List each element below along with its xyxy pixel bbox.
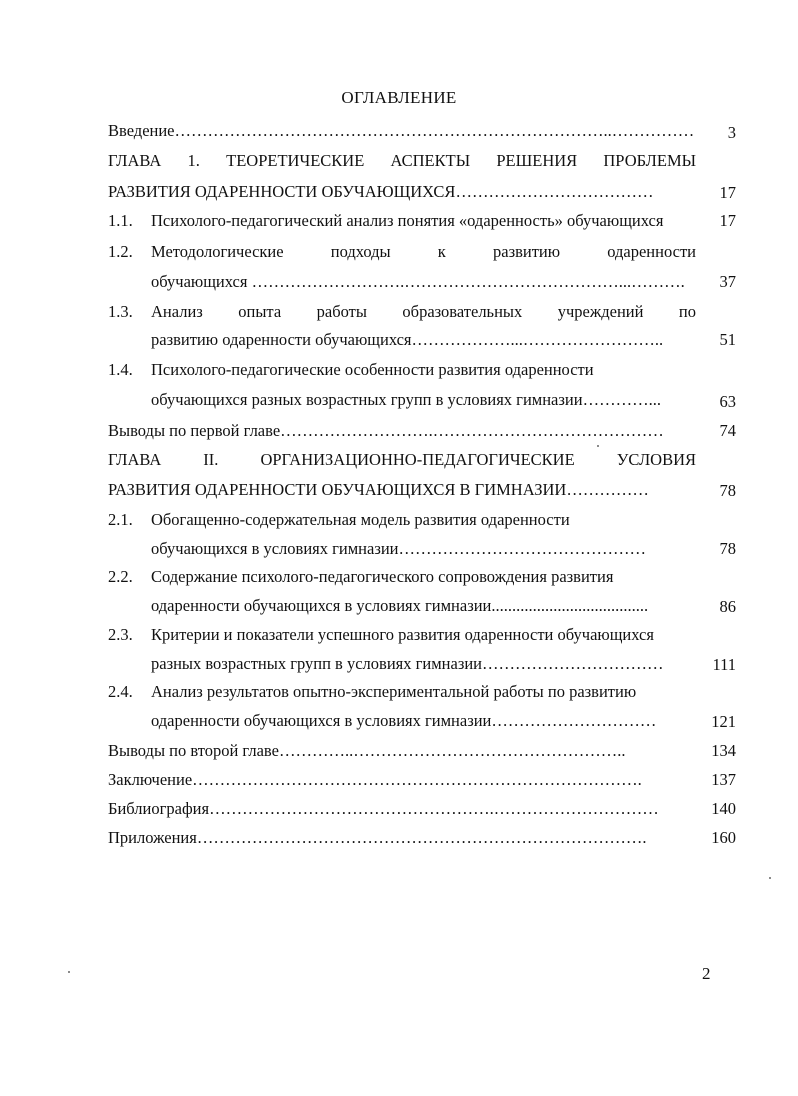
toc-entry-text: Приложения [108,828,197,847]
toc-section-number: 1.3. [108,302,133,321]
toc-entry-text: Выводы по первой главе [108,421,281,440]
toc-page-number: 74 [719,421,736,440]
toc-entry-text-cont: одаренности обучающихся в условиях гимназии [151,596,492,615]
toc-page-number: 17 [719,183,736,202]
toc-entry-text: Анализ опыта работы образовательных учреждений по [151,302,696,321]
toc-page-number: 3 [727,123,736,142]
toc-entry-text: Выводы по второй главе [108,741,279,760]
toc-leader-dots: ……………………….…………………………………...………. [251,272,685,291]
scan-speck [68,971,70,973]
toc-leader-dots: …………… [566,480,649,499]
toc-page-number: 86 [719,597,736,616]
toc-leader-dots: …………... [582,390,661,409]
toc-section-number: 2.4. [108,682,133,701]
toc-page-number: 111 [712,655,736,674]
toc-entry-text: Методологические подходы к развитию одаренности [151,242,696,261]
toc-chapter-heading-cont: РАЗВИТИЯ ОДАРЕННОСТИ ОБУЧАЮЩИХСЯ [108,182,456,201]
toc-leader-dots: ...................................... [491,596,649,615]
toc-entry-text: Содержание психолого-педагогического сопровождения развития [151,567,614,586]
toc-page-number: 37 [719,272,736,291]
toc-leader-dots: ……………………………… [455,182,654,201]
toc-entry-text-cont: развитию одаренности обучающихся [151,330,412,349]
toc-page-number: 160 [711,828,736,847]
toc-section-number: 1.1. [108,211,133,230]
toc-entry-text-cont: обучающихся в условиях гимназии [151,539,399,558]
toc-entry-text: Введение [108,121,175,140]
toc-entry-text-cont: разных возрастных групп в условиях гимназии [151,654,482,673]
toc-leader-dots: ………………………… [491,711,657,730]
toc-page-number: 51 [719,330,736,349]
toc-entry-text: Психолого-педагогический анализ понятия «одаренность» обучающихся [151,211,664,230]
toc-leader-dots: ………………...…………………….. [411,330,664,349]
toc-leader-dots: …………………………………………….………………………… [209,799,659,818]
toc-entry-text-cont: обучающихся разных возрастных групп в условиях гимназии [151,390,583,409]
toc-leader-dots: ……………………………………………………………………..…………… [174,121,695,140]
toc-page-number: 17 [719,211,736,230]
toc-page-number: 78 [719,539,736,558]
toc-leader-dots: ………………………………………………………………………. [192,770,642,789]
toc-entry-text-cont: обучающихся [151,272,248,291]
page-title: ОГЛАВЛЕНИЕ [341,88,457,107]
toc-entry-text: Критерии и показатели успешного развития одаренности обучающихся [151,625,654,644]
toc-page-number: 78 [719,481,736,500]
toc-section-number: 2.3. [108,625,133,644]
toc-page-number: 134 [711,741,736,760]
toc-section-number: 1.4. [108,360,133,379]
scan-speck [769,877,771,879]
toc-entry-text: Обогащенно-содержательная модель развития одаренности [151,510,570,529]
toc-entry-text: Заключение [108,770,193,789]
toc-section-number: 1.2. [108,242,133,261]
toc-chapter-heading-cont: РАЗВИТИЯ ОДАРЕННОСТИ ОБУЧАЮЩИХСЯ В ГИМНАЗИИ [108,480,567,499]
toc-entry-text: Анализ результатов опытно-экспериментальной работы по развитию [151,682,637,701]
toc-page-number: 140 [711,799,736,818]
scan-speck [597,445,599,447]
toc-page-number: 121 [711,712,736,731]
page-number: 2 [702,964,711,983]
toc-entry-text-cont: одаренности обучающихся в условиях гимназии [151,711,492,730]
toc-page-number: 137 [711,770,736,789]
toc-page-number: 63 [719,392,736,411]
toc-section-number: 2.2. [108,567,133,586]
toc-entry-text: Психолого-педагогические особенности развития одаренности [151,360,594,379]
toc-leader-dots: ……………………….…………………………………… [280,421,664,440]
toc-entry-text: Библиография [108,799,210,818]
toc-leader-dots: …………..………………………………………….. [278,741,626,760]
toc-chapter-heading: ГЛАВА 1. ТЕОРЕТИЧЕСКИЕ АСПЕКТЫ РЕШЕНИЯ ПРОБЛЕМЫ [108,151,696,170]
toc-leader-dots: ………………………………………………………………………. [196,828,647,847]
toc-chapter-heading: ГЛАВА II. ОРГАНИЗАЦИОННО-ПЕДАГОГИЧЕСКИЕ УСЛОВИЯ [108,450,696,469]
toc-leader-dots: ……………………………………… [398,539,646,558]
toc-section-number: 2.1. [108,510,133,529]
toc-leader-dots: …………………………… [482,654,664,673]
